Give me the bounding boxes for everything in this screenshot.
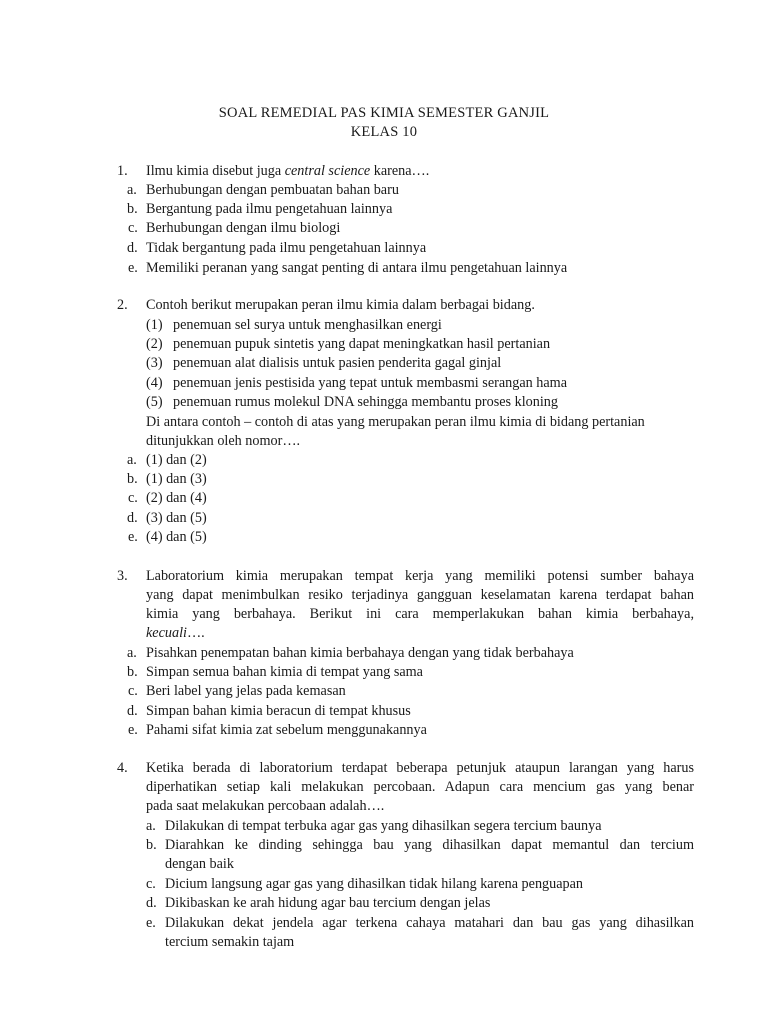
option-letter: b. [127,201,138,217]
option-text: Diarahkan ke dinding sehingga bau yang dihasilkan dapat memantul dan tercium [165,837,694,853]
option-text: Dilakukan di tempat terbuka agar gas yang dihasilkan segera tercium baunya [165,818,602,834]
option-text: Dilakukan dekat jendela agar terkena cahaya matahari dan bau gas yang dihasilkan [165,915,694,931]
option-letter: d. [146,895,157,911]
option-letter: e. [128,529,138,545]
question-number: 4. [117,760,128,776]
option-letter: d. [127,240,138,256]
list-item-number: (2) [146,336,163,352]
option-letter: a. [146,818,156,834]
option-text: Simpan semua bahan kimia di tempat yang sama [146,664,423,680]
option-text: Berhubungan dengan ilmu biologi [146,220,341,236]
question-stem: kecuali…. [146,625,205,641]
question-stem: pada saat melakukan percobaan adalah…. [146,798,385,814]
option-text: Pisahkan penempatan bahan kimia berbahaya dengan yang tidak berbahaya [146,645,574,661]
option-text: Dikibaskan ke arah hidung agar bau tercium dengan jelas [165,895,491,911]
option-text: Beri label yang jelas pada kemasan [146,683,346,699]
option-text: Bergantung pada ilmu pengetahuan lainnya [146,201,393,217]
option-text: (1) dan (3) [146,471,207,487]
list-item-text: penemuan jenis pestisida yang tepat untuk membasmi serangan hama [173,375,567,391]
option-letter: b. [127,664,138,680]
option-text: (2) dan (4) [146,490,207,506]
option-letter: e. [146,915,156,931]
option-letter: b. [127,471,138,487]
option-text: Pahami sifat kimia zat sebelum menggunakannya [146,722,427,738]
option-letter: c. [128,220,138,236]
option-text-continued: dengan baik [165,856,234,872]
question-stem: diperhatikan setiap kali melakukan percobaan. Adapun cara mencium gas yang benar [146,779,694,795]
option-text: Berhubungan dengan pembuatan bahan baru [146,182,399,198]
option-letter: c. [146,876,156,892]
question-stem: yang dapat menimbulkan resiko terjadinya gangguan keselamatan karena terdapat bahan [146,587,694,603]
option-text: (3) dan (5) [146,510,207,526]
list-item-text: penemuan rumus molekul DNA sehingga membantu proses kloning [173,394,558,410]
list-item-text: penemuan alat dialisis untuk pasien penderita gagal ginjal [173,355,502,371]
question-stem: Contoh berikut merupakan peran ilmu kimia dalam berbagai bidang. [146,297,535,313]
option-letter: e. [128,722,138,738]
option-letter: a. [127,452,137,468]
option-letter: c. [128,490,138,506]
option-text: Dicium langsung agar gas yang dihasilkan tidak hilang karena penguapan [165,876,584,892]
option-letter: d. [127,510,138,526]
option-text: (4) dan (5) [146,529,207,545]
question-number: 2. [117,297,128,313]
option-letter: a. [127,645,137,661]
question-stem: Laboratorium kimia merupakan tempat kerja yang memiliki potensi sumber bahaya [146,568,694,584]
list-item-number: (4) [146,375,163,391]
option-text: (1) dan (2) [146,452,207,468]
list-item-number: (3) [146,355,163,371]
option-letter: b. [146,837,157,853]
question-prompt: ditunjukkan oleh nomor…. [146,433,301,449]
question-number: 1. [117,163,128,179]
question-stem: kimia yang berbahaya. Berikut ini cara memperlakukan bahan kimia berbahaya, [146,606,694,622]
option-letter: c. [128,683,138,699]
option-text: Tidak bergantung pada ilmu pengetahuan lainnya [146,240,427,256]
option-text: Simpan bahan kimia beracun di tempat khusus [146,703,411,719]
option-letter: e. [128,260,138,276]
document-title: SOAL REMEDIAL PAS KIMIA SEMESTER GANJIL [218,105,550,121]
list-item-text: penemuan pupuk sintetis yang dapat meningkatkan hasil pertanian [173,336,551,352]
question-number: 3. [117,568,128,584]
option-letter: d. [127,703,138,719]
question-stem: Ketika berada di laboratorium terdapat beberapa petunjuk ataupun larangan yang harus [146,760,694,776]
question-stem: Ilmu kimia disebut juga central science karena…. [146,163,430,179]
list-item-number: (5) [146,394,163,410]
option-letter: a. [127,182,137,198]
option-text-continued: tercium semakin tajam [165,934,295,950]
question-prompt: Di antara contoh – contoh di atas yang merupakan peran ilmu kimia di bidang pertanian [146,414,645,430]
list-item-number: (1) [146,317,163,333]
option-text: Memiliki peranan yang sangat penting di antara ilmu pengetahuan lainnya [146,260,568,276]
list-item-text: penemuan sel surya untuk menghasilkan energi [173,317,442,333]
document-subtitle: KELAS 10 [350,124,418,140]
